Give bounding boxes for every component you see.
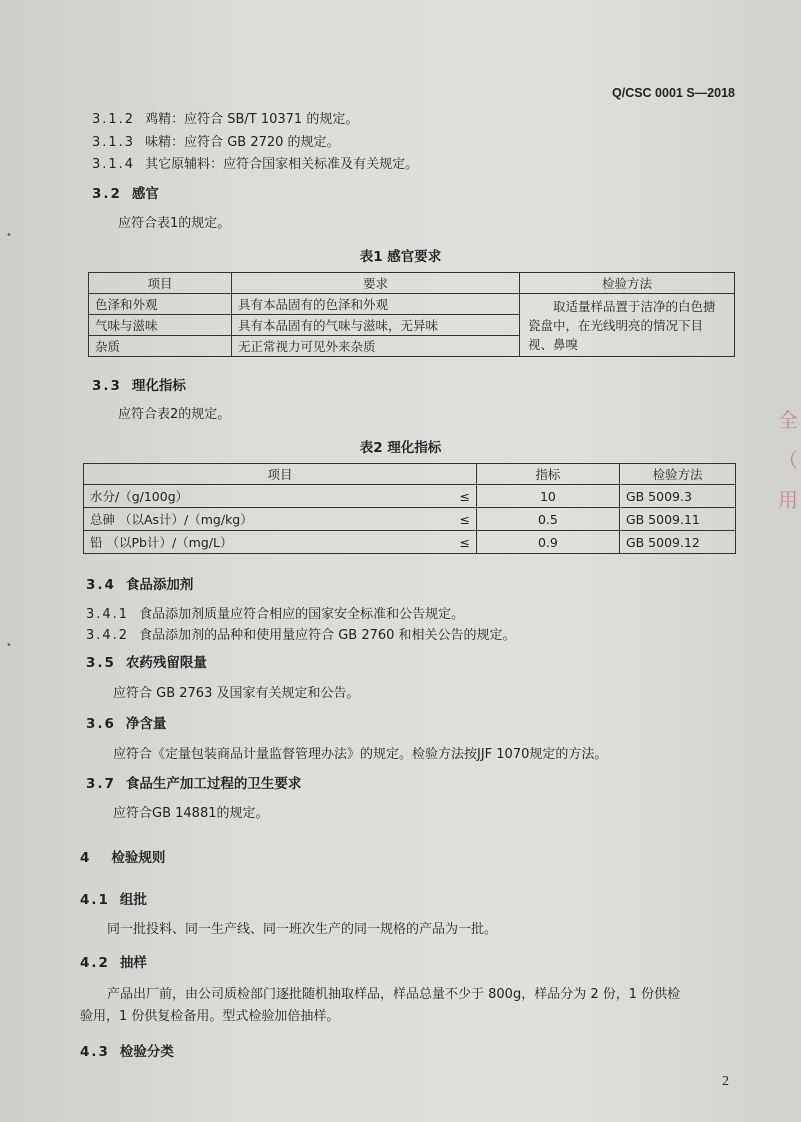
paragraph-4-2-line2: 验用，1 份供复检备用。型式检验加倍抽样。 [80, 1009, 340, 1024]
clause-3-4-2 [86, 624, 516, 643]
table-row [84, 485, 736, 508]
heading-3-3 [92, 374, 186, 394]
heading-number: 3.4 [86, 577, 116, 593]
table-header: 项目 [84, 464, 477, 485]
standard-code: Q/CSC 0001 S—2018 [612, 86, 735, 100]
seal-char: 全 [778, 408, 798, 432]
heading-3-4 [86, 573, 193, 593]
table-header: 检验方法 [619, 464, 735, 485]
heading-title: 食品生产加工过程的卫生要求 [125, 776, 302, 792]
heading-title: 检验规则 [111, 850, 166, 866]
table-cell-operator: ≤ [434, 485, 477, 508]
table-cell: 铅 （以Pb计）/（mg/L） [84, 531, 434, 554]
seal-char: （ [778, 448, 798, 472]
table-cell: 气味与滋味 [89, 315, 232, 336]
table-cell: 具有本品固有的气味与滋味，无异味 [232, 315, 520, 336]
heading-3-7 [86, 772, 301, 792]
table-cell: GB 5009.12 [619, 531, 735, 554]
table-header: 检验方法 [520, 273, 735, 294]
table-cell: 10 [476, 485, 619, 508]
table-row [89, 294, 735, 315]
clause-number: 3.1.3 [92, 135, 136, 150]
heading-title: 农药残留限量 [125, 655, 207, 671]
clause-number: 3.4.2 [86, 628, 130, 643]
paragraph-3-5: 应符合 GB 2763 及国家有关规定和公告。 [113, 686, 360, 701]
table-cell: 具有本品固有的色泽和外观 [232, 294, 520, 315]
table-cell: 总砷 （以As计）/（mg/kg） [84, 508, 434, 531]
sensory-table [88, 272, 735, 357]
paragraph-4-1: 同一批投料、同一生产线、同一班次生产的同一规格的产品为一批。 [107, 922, 498, 937]
table-cell: 0.9 [476, 531, 619, 554]
red-seal-stamp [778, 400, 801, 560]
table-cell: 水分/（g/100g） [84, 485, 434, 508]
clause-3-4-1 [86, 603, 464, 622]
heading-4-1 [80, 888, 147, 908]
heading-number: 3.2 [92, 186, 122, 202]
heading-number: 3.3 [92, 378, 122, 394]
table-header-row [89, 273, 735, 294]
heading-3-5 [86, 651, 207, 671]
binding-hole-mark: • [6, 640, 12, 651]
page-number: 2 [722, 1074, 729, 1089]
paragraph-3-7: 应符合GB 14881的规定。 [113, 806, 269, 821]
clause-text: 味精：应符合 GB 2720 的规定。 [145, 135, 340, 150]
paragraph-4-2-line1: 产品出厂前，由公司质检部门逐批随机抽取样品，样品总量不少于 800g，样品分为 2 份，1 份供检 [107, 987, 681, 1002]
physicochemical-table [83, 463, 736, 554]
table-cell-operator: ≤ [434, 508, 477, 531]
heading-4-2 [80, 951, 147, 971]
heading-number: 3.6 [86, 716, 116, 732]
heading-number: 3.5 [86, 655, 116, 671]
clause-3-1-2 [92, 108, 358, 127]
heading-number: 4.1 [80, 892, 110, 908]
table1-caption: 表1 感官要求 [359, 249, 442, 265]
paragraph-3-2: 应符合表1的规定。 [118, 216, 231, 231]
heading-title: 组批 [119, 892, 147, 908]
paragraph-3-3: 应符合表2的规定。 [118, 407, 231, 422]
paragraph-3-6: 应符合《定量包装商品计量监督管理办法》的规定。检验方法按JJF 1070规定的方法。 [113, 747, 608, 762]
table-cell-operator: ≤ [434, 531, 477, 554]
table-row [84, 508, 736, 531]
clause-text: 食品添加剂质量应符合相应的国家安全标准和公告规定。 [139, 607, 465, 622]
heading-title: 检验分类 [119, 1044, 174, 1060]
heading-number: 4 [80, 850, 92, 866]
heading-title: 净含量 [125, 716, 167, 732]
heading-3-2 [92, 182, 159, 202]
table-row [84, 531, 736, 554]
table-cell: GB 5009.3 [619, 485, 735, 508]
clause-3-1-3 [92, 131, 340, 150]
heading-title: 食品添加剂 [125, 577, 194, 593]
table-header: 要求 [232, 273, 520, 294]
table-header: 项目 [89, 273, 232, 294]
heading-title: 理化指标 [131, 378, 186, 394]
seal-char: 用 [778, 488, 798, 512]
table-cell: 0.5 [476, 508, 619, 531]
clause-text: 鸡精：应符合 SB/T 10371 的规定。 [145, 112, 359, 127]
table-cell-method: 取适量样品置于洁净的白色搪瓷盘中，在光线明亮的情况下目视、鼻嗅 [520, 294, 735, 357]
clause-3-1-4 [92, 153, 418, 172]
binding-hole-mark: • [6, 230, 12, 241]
heading-3-6 [86, 712, 166, 732]
heading-4-3 [80, 1040, 174, 1060]
clause-number: 3.4.1 [86, 607, 130, 622]
heading-number: 4.3 [80, 1044, 110, 1060]
table-cell: GB 5009.11 [619, 508, 735, 531]
table2-caption: 表2 理化指标 [359, 440, 442, 456]
table-header-row [84, 464, 736, 485]
clause-text: 其它原辅料：应符合国家相关标准及有关规定。 [145, 157, 419, 172]
heading-title: 感官 [131, 186, 159, 202]
clause-number: 3.1.4 [92, 157, 136, 172]
clause-text: 食品添加剂的品种和使用量应符合 GB 2760 和相关公告的规定。 [139, 628, 516, 643]
table-header: 指标 [476, 464, 619, 485]
heading-number: 4.2 [80, 955, 110, 971]
table-cell: 杂质 [89, 336, 232, 357]
heading-title: 抽样 [119, 955, 147, 971]
table-cell: 色泽和外观 [89, 294, 232, 315]
heading-4 [80, 846, 165, 866]
heading-number: 3.7 [86, 776, 116, 792]
clause-number: 3.1.2 [92, 112, 136, 127]
table-cell: 无正常视力可见外来杂质 [232, 336, 520, 357]
